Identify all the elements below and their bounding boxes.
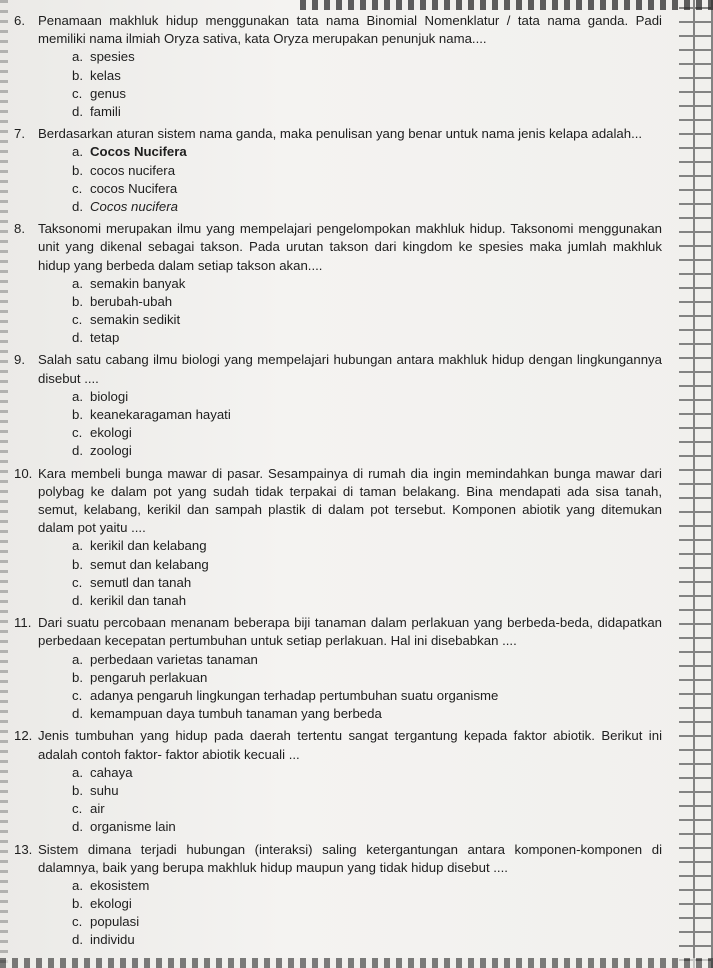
option-b[interactable] (72, 782, 662, 800)
option-letter: b. (72, 67, 83, 83)
answer-options (72, 388, 662, 461)
option-text: cahaya (90, 764, 133, 780)
option-text: perbedaan varietas tanaman (90, 651, 258, 667)
option-letter: d. (72, 198, 83, 214)
option-d[interactable] (72, 442, 662, 460)
option-text: spesies (90, 49, 135, 65)
option-letter: b. (72, 407, 83, 423)
option-a[interactable] (72, 764, 662, 782)
option-text: populasi (90, 914, 140, 930)
option-letter: a. (72, 388, 83, 404)
question-number: 6. (14, 13, 25, 28)
option-letter: a. (72, 877, 83, 893)
option-letter: a. (72, 275, 83, 291)
option-a[interactable] (72, 651, 662, 669)
option-letter: b. (72, 782, 83, 798)
question-text: Kara membeli bunga mawar di pasar. Sesampainya di rumah dia ingin memindahkan bunga mawar dari polybag ke dalam pot yang sudah tidak terpakai di taman belakang. Bina mendapati ada sisa tanah, semut, kelabang, kerikil dan sampah plastik di dalam pot tersebut. Komponen abiotik yang ditemukan dalam pot yaitu .... (38, 465, 662, 536)
option-b[interactable] (72, 293, 662, 311)
option-letter: c. (72, 687, 83, 703)
question-number: 8. (14, 221, 25, 237)
question-8 (14, 220, 662, 347)
option-text: semakin sedikit (90, 312, 181, 328)
option-c[interactable] (72, 311, 662, 329)
option-text: cocos nucifera (90, 162, 176, 178)
option-b[interactable] (72, 162, 662, 180)
option-letter: c. (72, 425, 83, 441)
option-b[interactable] (72, 406, 662, 424)
option-text: keanekaragaman hayati (90, 407, 231, 423)
option-text: tetap (90, 330, 120, 346)
option-c[interactable] (72, 180, 662, 198)
option-letter: b. (72, 293, 83, 309)
question-number: 13. (14, 841, 33, 857)
option-letter: a. (72, 49, 83, 65)
option-text: cocos Nucifera (90, 180, 178, 196)
option-letter: c. (72, 914, 83, 930)
option-letter: a. (72, 651, 83, 667)
option-text: semakin banyak (90, 275, 186, 291)
question-number: 11. (14, 615, 32, 631)
option-text: pengaruh perlakuan (90, 669, 208, 685)
decorative-border-left (0, 0, 8, 968)
question-text: Jenis tumbuhan yang hidup pada daerah tertentu sangat tergantung kepada faktor abiotik. Berikut ini adalah contoh faktor- faktor abiotik kecuali ... (38, 728, 662, 762)
answer-options (72, 764, 662, 837)
option-letter: d. (72, 819, 83, 835)
question-10 (14, 465, 662, 611)
answer-options (72, 275, 662, 348)
answer-options (72, 877, 662, 950)
option-letter: b. (72, 556, 83, 572)
option-b[interactable] (72, 556, 662, 574)
option-c[interactable] (72, 574, 662, 592)
question-number: 7. (14, 126, 25, 142)
option-c[interactable] (72, 687, 662, 705)
option-d[interactable] (72, 705, 662, 723)
option-text: adanya pengaruh lingkungan terhadap pertumbuhan suatu organisme (90, 687, 499, 703)
option-text: berubah-ubah (90, 293, 173, 309)
option-text: Cocos nucifera (90, 198, 178, 214)
question-13 (14, 841, 662, 950)
option-d[interactable] (72, 198, 662, 216)
option-a[interactable] (72, 143, 662, 161)
option-letter: a. (72, 538, 83, 554)
option-letter: c. (72, 574, 83, 590)
option-text: ekologi (90, 425, 132, 441)
question-text: Salah satu cabang ilmu biologi yang mempelajari hubungan antara makhluk hidup dengan lingkungannya disebut .... (38, 352, 662, 386)
option-c[interactable] (72, 424, 662, 442)
option-text: kerikil dan tanah (90, 593, 187, 608)
option-letter: b. (72, 162, 83, 178)
option-letter: c. (72, 180, 83, 196)
option-d[interactable] (72, 818, 662, 836)
option-text: organisme lain (90, 819, 176, 835)
option-c[interactable] (72, 913, 662, 931)
question-text: Taksonomi merupakan ilmu yang mempelajari pengelompokan makhluk hidup. Taksonomi menggunakan unit yang dikenal sebagai takson. Pada urutan takson dari kingdom ke spesies maka jumlah makhluk hidup yang berbeda dalam setiap takson akan.... (38, 221, 662, 273)
option-letter: c. (72, 312, 83, 328)
option-text: kelas (90, 67, 121, 83)
option-c[interactable] (72, 85, 662, 103)
option-letter: a. (72, 144, 83, 160)
option-letter: a. (72, 764, 83, 780)
option-a[interactable] (72, 48, 662, 66)
question-number: 12. (14, 728, 33, 744)
answer-options (72, 48, 662, 121)
option-text: Cocos Nucifera (90, 144, 187, 160)
decorative-border-top (300, 0, 713, 10)
option-letter: d. (72, 593, 83, 608)
option-letter: b. (72, 896, 83, 912)
option-d[interactable] (72, 329, 662, 347)
option-text: ekosistem (90, 877, 150, 893)
question-9 (14, 351, 662, 460)
option-letter: d. (72, 706, 83, 722)
question-text: Dari suatu percobaan menanam beberapa biji tanaman dalam perlakuan yang berbeda-beda, didapatkan perbedaan kecepatan pertumbuhan untuk setiap perlakuan. Hal ini disebabkan .... (38, 615, 662, 649)
option-letter: d. (72, 103, 83, 119)
option-d[interactable] (72, 592, 662, 610)
option-a[interactable] (72, 537, 662, 555)
answer-options (72, 651, 662, 724)
option-text: semutl dan tanah (90, 574, 192, 590)
question-number: 9. (14, 352, 25, 368)
option-b[interactable] (72, 895, 662, 913)
question-7 (14, 125, 662, 216)
question-11 (14, 614, 662, 723)
option-letter: d. (72, 330, 83, 346)
option-b[interactable] (72, 67, 662, 85)
option-a[interactable] (72, 388, 662, 406)
option-text: individu (90, 932, 135, 948)
option-letter: d. (72, 443, 83, 459)
option-text: semut dan kelabang (90, 556, 209, 572)
option-text: ekologi (90, 896, 132, 912)
option-letter: c. (72, 85, 83, 101)
answer-options (72, 537, 662, 610)
option-text: genus (90, 85, 126, 101)
option-a[interactable] (72, 275, 662, 293)
question-6 (14, 12, 662, 121)
option-a[interactable] (72, 877, 662, 895)
answer-options (72, 143, 662, 216)
option-letter: b. (72, 669, 83, 685)
option-letter: c. (72, 801, 83, 817)
option-text: suhu (90, 782, 119, 798)
option-text: kerikil dan kelabang (90, 538, 207, 554)
decorative-border-right (679, 0, 713, 968)
question-text: Sistem dimana terjadi hubungan (interaksi) saling ketergantungan antara komponen-komponen di dalamnya, baik yang berupa makhluk hidup maupun yang tidak hidup disebut .... (38, 841, 662, 875)
option-b[interactable] (72, 669, 662, 687)
option-text: famili (90, 103, 121, 119)
option-text: biologi (90, 388, 129, 404)
question-12 (14, 727, 662, 836)
question-text: Penamaan makhluk hidup menggunakan tata nama Binomial Nomenklatur / tata nama ganda. Padi memiliki nama ilmiah Oryza sativa, kata Oryza merupakan penunjuk nama.... (38, 13, 662, 47)
option-c[interactable] (72, 800, 662, 818)
option-text: kemampuan daya tumbuh tanaman yang berbeda (90, 706, 382, 722)
question-list (14, 12, 662, 954)
option-text: air (90, 801, 105, 817)
option-letter: d. (72, 932, 83, 948)
option-d[interactable] (72, 103, 662, 121)
option-text: zoologi (90, 443, 132, 459)
question-number: 10. (14, 465, 33, 481)
decorative-border-bottom (0, 958, 713, 968)
question-text: Berdasarkan aturan sistem nama ganda, maka penulisan yang benar untuk nama jenis kelapa adalah... (38, 126, 643, 142)
option-d[interactable] (72, 931, 662, 949)
